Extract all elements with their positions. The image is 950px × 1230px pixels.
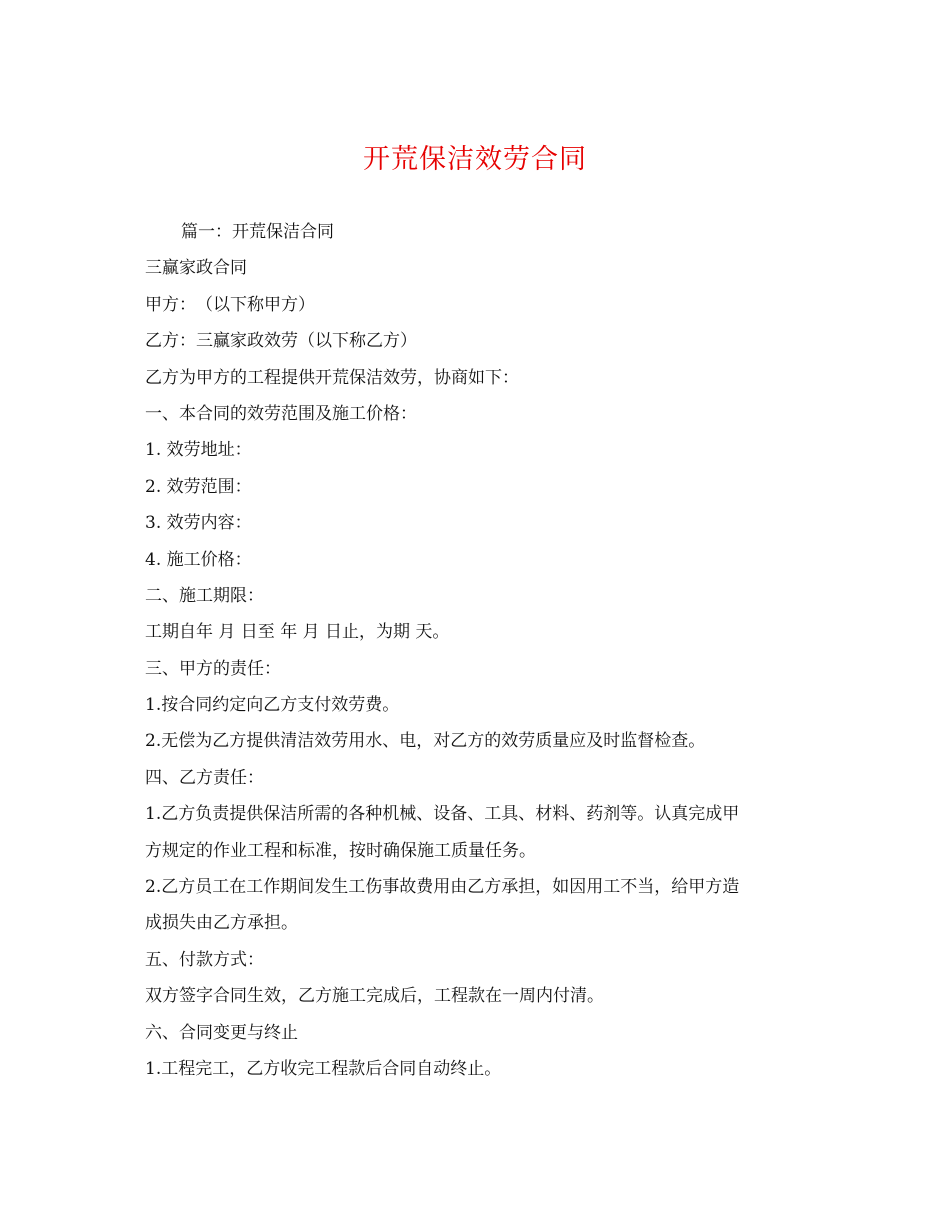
clause-heading: 三、甲方的责任： (145, 658, 281, 679)
clause-heading: 五、付款方式： (145, 949, 264, 970)
clause-item: 4. 施工价格： (145, 549, 252, 570)
document-body (145, 214, 810, 1087)
party-b-line: 乙方：三赢家政效劳（以下称乙方） (145, 331, 417, 352)
clause-item: 双方签字合同生效，乙方施工完成后，工程款在一周内付清。 (145, 986, 604, 1007)
preamble-line: 乙方为甲方的工程提供开荒保洁效劳，协商如下： (145, 367, 519, 388)
contract-name: 三赢家政合同 (145, 258, 247, 279)
clause-heading: 六、合同变更与终止 (145, 1022, 298, 1043)
clause-item: 2.无偿为乙方提供清洁效劳用水、电，对乙方的效劳质量应及时监督检查。 (145, 731, 706, 752)
document-title: 开荒保洁效劳合同 (363, 144, 587, 175)
clause-item: 1. 效劳地址： (145, 440, 252, 461)
clause-heading: 二、施工期限： (145, 585, 264, 606)
party-a-line: 甲方： （以下称甲方） (145, 294, 315, 315)
clause-item-continued: 方规定的作业工程和标准，按时确保施工质量任务。 (145, 840, 536, 861)
clause-item: 1.乙方负责提供保洁所需的各种机械、设备、工具、材料、药剂等。认真完成甲 (145, 804, 740, 825)
section-heading: 篇一：开荒保洁合同 (181, 222, 334, 242)
clause-heading: 一、本合同的效劳范围及施工价格： (145, 403, 417, 424)
clause-item: 3. 效劳内容： (145, 513, 252, 534)
clause-item: 2.乙方员工在工作期间发生工伤事故费用由乙方承担，如因用工不当，给甲方造 (145, 877, 740, 898)
clause-item: 1.工程完工，乙方收完工程款后合同自动终止。 (145, 1058, 502, 1079)
clause-item: 工期自年 月 日至 年 月 日止，为期 天。 (145, 622, 450, 643)
clause-item: 1.按合同约定向乙方支付效劳费。 (145, 695, 400, 716)
clause-heading: 四、乙方责任： (145, 767, 264, 788)
clause-item: 2. 效劳范围： (145, 476, 252, 497)
clause-item-continued: 成损失由乙方承担。 (145, 913, 298, 934)
